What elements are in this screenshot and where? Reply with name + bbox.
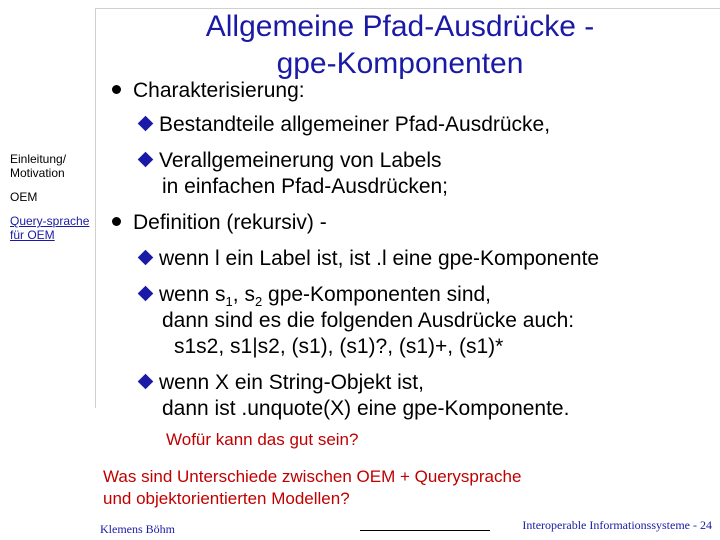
footer-course: Interoperable Informationssysteme - 24 — [522, 518, 712, 532]
sub-bullet-1a: Bestandteile allgemeiner Pfad-Ausdrücke, — [140, 112, 550, 138]
sub-bullet-1b-cont: in einfachen Pfad-Ausdrücken; — [162, 175, 449, 198]
sub-bullet-2b-formulas: s1s2, s1|s2, (s1), (s1)?, (s1)+, (s1)* — [174, 335, 504, 358]
sub-bullet-2c: wenn X ein String-Objekt ist, — [140, 370, 424, 396]
bullet-2: Definition (rekursiv) - — [112, 210, 327, 236]
nav-link-querysprache[interactable]: Query-sprache für OEM — [10, 214, 90, 242]
sub-bullet-1b: Verallgemeinerung von Labels — [140, 148, 442, 174]
sub-bullet-2c-cont: dann ist .unquote(X) eine gpe-Komponente. — [162, 397, 570, 420]
title-line-2: gpe-Komponenten — [276, 47, 524, 80]
sub-bullet-2b-cont: dann sind es die folgenden Ausdrücke auch: — [162, 309, 575, 332]
question-2: Was sind Unterschiede zwischen OEM + Querysprache und objektorientierten Modellen? — [103, 467, 522, 508]
bullet-1: Charakterisierung: — [112, 78, 305, 104]
slide-title — [140, 8, 660, 82]
diamond-bullet-icon — [138, 250, 154, 266]
nav-item-oem: OEM — [10, 190, 38, 204]
question-1: Wofür kann das gut sein? — [166, 430, 359, 449]
footer-author: Klemens Böhm — [100, 522, 175, 536]
diamond-bullet-icon — [138, 116, 154, 132]
title-line-1: Allgemeine Pfad-Ausdrücke - — [205, 10, 595, 43]
sub-bullet-2b: wenn $s_1$, $s_2$ gpe-Komponenten sind, — [140, 282, 491, 315]
sub-bullet-2a: wenn l ein Label ist, ist .l eine gpe-Komponente — [140, 246, 599, 272]
footer-divider — [360, 530, 490, 531]
diamond-bullet-icon — [138, 152, 154, 168]
nav-item-einleitung: Einleitung/ Motivation — [10, 152, 67, 180]
bullet-dot-icon — [112, 85, 121, 94]
frame-vertical-line — [95, 8, 96, 408]
diamond-bullet-icon — [138, 374, 154, 390]
diamond-bullet-icon — [138, 286, 154, 302]
side-navigation — [10, 152, 90, 252]
bullet-dot-icon — [112, 217, 121, 226]
